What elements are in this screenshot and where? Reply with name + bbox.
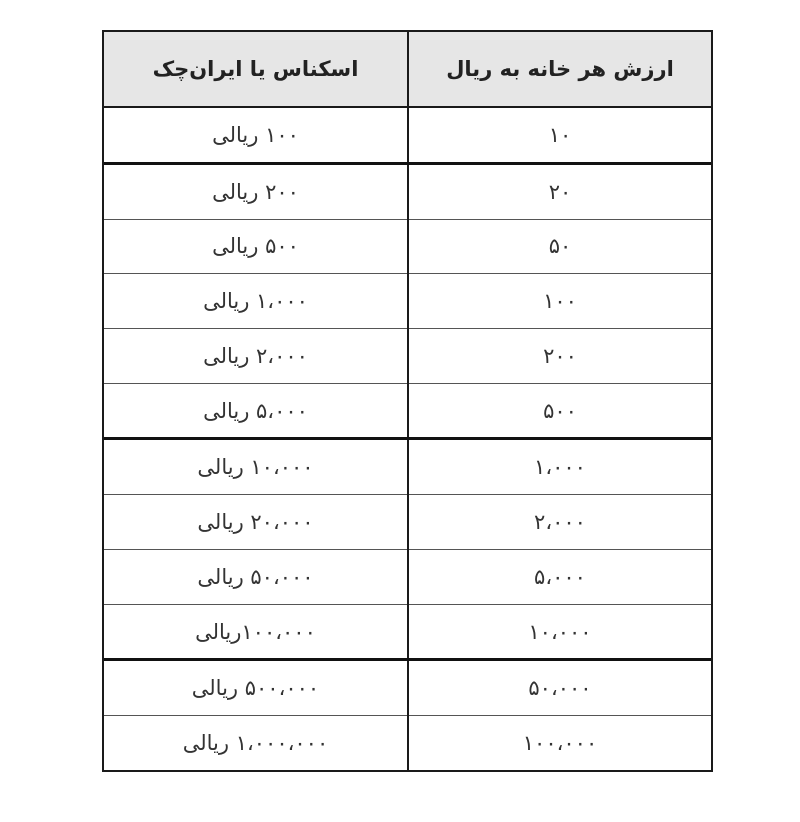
check-value [104, 549, 408, 604]
check-value [104, 163, 408, 219]
check-value [104, 716, 408, 770]
check-value-text: ۱،۰۰۰،۰۰۰ ریالی [182, 731, 329, 756]
cell-value [408, 219, 711, 274]
check-value [104, 495, 408, 550]
check-value-text: ۱۰۰ ریالی [212, 122, 299, 147]
cell-value [408, 107, 711, 163]
cell-value-text: ۵۰۰ [543, 398, 577, 423]
check-value [104, 604, 408, 660]
denomination-table [104, 32, 711, 770]
cell-value-text: ۲،۰۰۰ [534, 510, 586, 535]
check-value-text: ۵۰،۰۰۰ ریالی [197, 564, 314, 589]
cell-value [408, 328, 711, 383]
check-value-text: ۲،۰۰۰ ریالی [203, 343, 308, 368]
table-row [104, 495, 711, 550]
cell-value [408, 439, 711, 495]
table-row [104, 383, 711, 439]
check-value [104, 274, 408, 329]
cell-value-text: ۱،۰۰۰ [534, 455, 586, 480]
check-value-text: ۱۰۰،۰۰۰ریالی [195, 619, 316, 644]
cell-value [408, 495, 711, 550]
header-check-value-label: اسکناس یا ایران‌چک [152, 57, 359, 81]
header-check-value [104, 32, 408, 107]
cell-value [408, 549, 711, 604]
check-value-text: ۲۰۰ ریالی [212, 179, 299, 204]
check-value [104, 107, 408, 163]
table-header-row [104, 32, 711, 107]
check-value-text: ۵۰۰ ریالی [212, 234, 299, 259]
cell-value-text: ۱۰۰ [543, 289, 577, 314]
table-row [104, 716, 711, 770]
cell-value [408, 163, 711, 219]
check-value-text: ۱۰،۰۰۰ ریالی [197, 455, 314, 480]
check-value [104, 219, 408, 274]
cell-value-text: ۱۰،۰۰۰ [528, 619, 592, 644]
cell-value-text: ۵،۰۰۰ [534, 564, 586, 589]
table-row [104, 549, 711, 604]
cell-value [408, 660, 711, 716]
cell-value [408, 383, 711, 439]
cell-value-text: ۲۰۰ [543, 343, 577, 368]
check-value [104, 383, 408, 439]
cell-value [408, 274, 711, 329]
check-value-text: ۱،۰۰۰ ریالی [203, 289, 308, 314]
table-row [104, 107, 711, 163]
cell-value [408, 604, 711, 660]
check-value-text: ۵،۰۰۰ ریالی [203, 398, 308, 423]
table-row [104, 439, 711, 495]
cell-value-text: ۱۰ [548, 122, 572, 147]
table-row [104, 219, 711, 274]
cell-value [408, 716, 711, 770]
denomination-table-frame [102, 30, 713, 772]
table-row [104, 163, 711, 219]
check-value [104, 328, 408, 383]
cell-value-text: ۲۰ [548, 179, 572, 204]
table-row [104, 328, 711, 383]
check-value-text: ۵۰۰،۰۰۰ ریالی [191, 676, 320, 701]
cell-value-text: ۵۰ [548, 234, 572, 259]
table-row [104, 604, 711, 660]
header-cell-value-label: ارزش هر خانه به ریال [446, 57, 674, 81]
check-value-text: ۲۰،۰۰۰ ریالی [197, 510, 314, 535]
check-value [104, 439, 408, 495]
check-value [104, 660, 408, 716]
table-row [104, 660, 711, 716]
cell-value-text: ۱۰۰،۰۰۰ [522, 731, 598, 756]
table-row [104, 274, 711, 329]
header-cell-value [408, 32, 711, 107]
cell-value-text: ۵۰،۰۰۰ [528, 676, 592, 701]
